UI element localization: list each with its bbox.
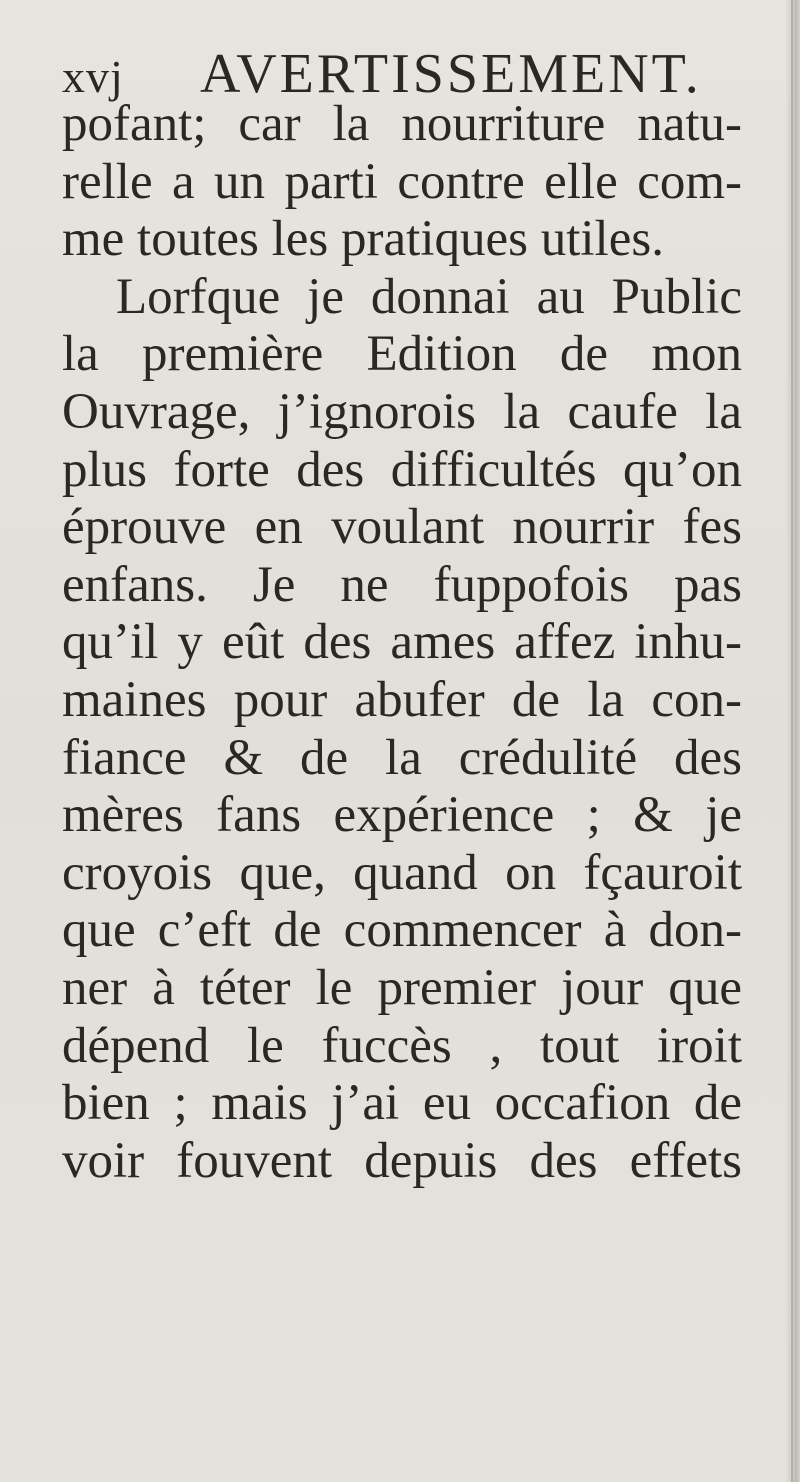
page-edge bbox=[786, 0, 800, 1482]
text-line: Ouvrage, j’ignorois la caufe la bbox=[62, 383, 742, 440]
text-line: voir fouvent depuis des effets bbox=[62, 1132, 742, 1189]
text-line: que c’eft de commencer à don- bbox=[62, 902, 742, 959]
text-line: me toutes les pratiques utiles. bbox=[62, 211, 664, 268]
text-line: éprouve en voulant nourrir fes bbox=[62, 499, 742, 556]
text-line: croyois que, quand on fçauroit bbox=[62, 844, 742, 901]
text-line: pofant; car la nourriture natu- bbox=[62, 96, 742, 152]
body-text bbox=[62, 96, 742, 1190]
text-line: enfans. Je ne fuppofois pas bbox=[62, 556, 742, 613]
text-line: la première Edition de mon bbox=[62, 326, 742, 383]
running-title: AVERTISSEMENT. bbox=[200, 43, 702, 105]
text-line: ner à téter le premier jour que bbox=[62, 959, 742, 1016]
text-line: mères fans expérience ; & je bbox=[62, 787, 742, 844]
text-line: dépend le fuccès , tout iroit bbox=[62, 1017, 742, 1074]
text-line: Lorfque je donnai au Public bbox=[116, 268, 742, 325]
text-line: qu’il y eût des ames affez inhu- bbox=[62, 614, 742, 671]
text-line: fiance & de la crédulité des bbox=[62, 729, 742, 786]
text-line: plus forte des difficultés qu’on bbox=[62, 441, 742, 498]
text-line: bien ; mais j’ai eu occafion de bbox=[62, 1075, 742, 1132]
page-number: xvj bbox=[62, 51, 124, 102]
page-edge-line bbox=[791, 0, 793, 1482]
text-line: relle a un parti contre elle com- bbox=[62, 153, 742, 210]
text-line: maines pour abufer de la con- bbox=[62, 671, 742, 728]
